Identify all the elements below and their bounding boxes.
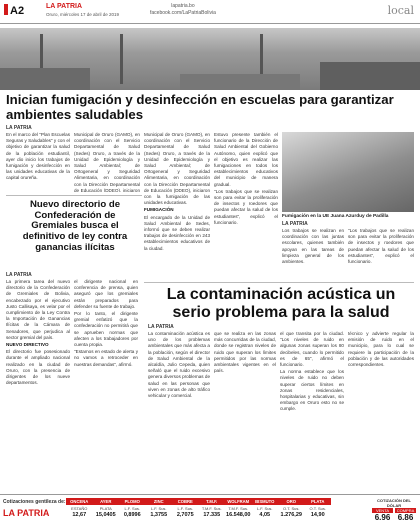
story1-col3 — [144, 132, 210, 277]
ticker-cell — [199, 498, 226, 518]
ticker-name: COBRE — [172, 498, 199, 505]
quotes-ticker — [0, 494, 420, 527]
story1-col5-text: Los trabajos se realizan en coordinación con las juntas escolares, quienes también apoyan en las tareas de limpieza general de los ambientes. — [282, 228, 344, 265]
ticker-cell — [66, 498, 93, 518]
ticker-unit: O.T. Sus. — [309, 506, 326, 511]
photo-building — [0, 68, 90, 90]
story2-col2 — [74, 279, 138, 491]
story1-col4-text: Estuvo presente también el funcionario de la Dirección de Salud Ambiental del Gobierno Autónomo, quien explicó que el objetivo es realizar las fumigaciones en todos los establecimientos educativos del municipio de manera gradual. — [214, 132, 278, 187]
story3-byline: LA PATRIA — [148, 324, 174, 330]
header-web: lapatria.bo — [171, 3, 195, 9]
top-photo — [0, 28, 420, 90]
ticker-name: PLOMO — [119, 498, 146, 505]
ticker-label: Cotizaciones gentileza de: — [3, 499, 66, 505]
story3-col1-text: La contaminación acústica es uno de los problemas ambientales que más afecta a la población, según el director de Salud Ambiental de la alcaldía, Julio Cepeda, quien señaló que el ruido excesivo genera diversos problemas de salud en las personas que viven en zonas de alto tráfico vehicular y comercial. — [148, 331, 210, 399]
header-social: facebook.com/LaPatriaBolivia — [150, 10, 216, 16]
story1-col4b-text: "Los trabajos que se realizan son para evitar la proliferación de insectos y roedores que puedan afectar la salud de los estudiantes", explicó el funcionario. — [214, 188, 278, 225]
story3-col2 — [214, 331, 276, 491]
story1-col6-text: "Los trabajos que se realizan son para evitar la proliferación de insectos y roedores que puedan afectar la salud de los estudiantes", explicó el funcionario. — [348, 228, 414, 265]
usd-value: 6.86 — [397, 513, 414, 522]
ticker-unit: L.F. Sus. — [256, 506, 273, 511]
ticker-unit: L.F. Sus. — [124, 506, 141, 511]
story3-col4-text: técnico y advierte regular la emisión de ruido en el municipio, para lo cual se requiere la participación de la población y de las autoridades correspondientes. — [348, 331, 414, 368]
ticker-val: 2,7075 — [176, 512, 194, 518]
ticker-cell — [93, 498, 120, 518]
ticker-name: T.M.F. — [199, 498, 226, 505]
ticker-cell — [225, 498, 252, 518]
story3-col2-text: que se realiza en las zonas más concurridas de la ciudad, donde se registran niveles de ruido que superan los límites permitidos por las normas ambientales vigentes en el país. — [214, 331, 276, 374]
ticker-name: PLATA — [305, 498, 332, 505]
story1-col2-text: Municipal de Oruro (GAMO), en coordinación con el Servicio Departamental de Salud (Sedes) Oruro, a través de la Unidad de Epidemiología y Salud Ambiental; de Ortogeneral y Seguridad Alimentaria, en coordinación con la Dirección Departamental de Educación (DDEO), iniciaron — [74, 132, 140, 192]
usd-label: VENTA — [372, 508, 393, 513]
usd-rate — [371, 498, 417, 522]
story2-headline: Nuevo directorio de Confederación de Gremiales busca el definitivo de ley contra ganancias ilícitas — [22, 199, 128, 253]
ticker-unit: T.M.F. Sus. — [228, 506, 249, 511]
story1-photo — [282, 132, 414, 212]
story3-col3-text: el que transita por la ciudad. "Los niveles de ruido en algunas zonas superan los 80 decibeles, cuando lo permitido es de 65", afirmó el funcionario. — [280, 331, 344, 368]
ticker-val: 16.548,00 — [226, 512, 251, 518]
dateline: Oruro, miércoles 17 de abril de 2019 — [46, 12, 120, 17]
usd-cell — [395, 508, 416, 522]
ticker-val: 1.276,29 — [280, 512, 302, 518]
ticker-val: 14,90 — [310, 512, 325, 518]
ticker-unit: L.F. Sus. — [177, 506, 194, 511]
story1-col6 — [348, 228, 414, 278]
page-number-text: A2 — [10, 5, 25, 17]
ticker-val: 15,0405 — [95, 512, 116, 518]
ticker-unit: PLATA — [99, 506, 112, 511]
page-header — [0, 0, 420, 24]
usd-cell — [372, 508, 393, 522]
divider — [144, 282, 414, 283]
story2-col1-text: La primera tarea del nuevo directorio de la Confederación de Gremiales de Bolivia, encabezado por el ejecutivo Justo Callisaya, es velar por el cumplimiento de la Ley Contra la Importación de Ganancias Ilícitas de la Cámara de Senadores, que perjudica al sector gremial del país. — [6, 279, 70, 340]
story1-caption: Fumigación en la UE Juana Azurduy de Padilla — [282, 214, 389, 219]
ticker-val: 12,67 — [72, 512, 87, 518]
page-marker — [4, 4, 8, 15]
ticker-val: 1,3755 — [150, 512, 168, 518]
story2-byline: LA PATRIA — [6, 272, 32, 278]
ticker-unit: T.M.F. Sus. — [201, 506, 222, 511]
usd-row — [371, 508, 417, 522]
ticker-val: 0,8996 — [123, 512, 141, 518]
ticker-cell — [119, 498, 146, 518]
story1-col3-text: Municipal de Oruro (GAMO), en coordinación con el Servicio Departamental de Salud (Sedes) Oruro, a través de la Unidad de Epidemiología y Salud Ambiental; de Ortogeneral y Seguridad Alimentaria, en coordinación con la Dirección Departamental de Educación (DDEO), iniciaron con la fumigación de las unidades educativas. — [144, 132, 210, 206]
story1-col1-text: En el marco del "Plan Escuelas Seguras y Saludables" y con el objetivo de garantizar la salud de la población estudiantil, ayer dio inicio los trabajos de fumigación y desinfección en las unidades educativas de la capital orureña. — [6, 132, 70, 181]
story1-headline: Inician fumigación y desinfección en escuelas para garantizar ambientes saludables — [6, 92, 394, 122]
story2-col1b-text: El directorio fue posesionado durante el ampliado nacional realizado en la ciudad de Oruro, con la presencia de dirigentes de los nueve departamentos. — [6, 349, 70, 386]
ticker-cell — [146, 498, 173, 518]
story1-caption-byline: LA PATRIA — [282, 221, 308, 227]
story1-col3b-text: El encargado de la Unidad de Salud Ambiental de Sedes, informó que se deben realizar trabajos de desinfección en 243 establecimientos educativos de la ciudad. — [144, 214, 210, 251]
section-title: local — [387, 4, 414, 17]
story2-col2c-text: "Estamos en estado de alerta y no vamos a retroceder en nuestras demandas", afirmó. — [74, 349, 138, 367]
ticker-val: 17.335 — [203, 512, 221, 518]
ticker-val: 4,05 — [259, 512, 271, 518]
story1-col1 — [6, 132, 70, 192]
header-contact — [150, 3, 216, 17]
ticker-cell — [252, 498, 279, 518]
usd-value: 6.96 — [374, 513, 391, 522]
usd-label: COMPRA — [396, 508, 415, 513]
ticker-unit: L.F. Sus. — [150, 506, 167, 511]
story3-col1 — [148, 331, 210, 491]
story3-col4 — [348, 331, 414, 491]
ticker-name: ZINC — [146, 498, 173, 505]
ticker-cell — [172, 498, 199, 518]
story1-col5 — [282, 228, 344, 278]
ticker-cell — [305, 498, 332, 518]
ticker-unit: ESTAÑO — [71, 506, 88, 511]
ticker-unit: O.T. Sus. — [283, 506, 300, 511]
divider — [6, 195, 142, 196]
photo-building — [320, 62, 420, 90]
ticker-cells — [66, 498, 331, 518]
story3-col3 — [280, 331, 344, 491]
ticker-name: BISMUTO — [252, 498, 279, 505]
story2-col1 — [6, 279, 70, 491]
ticker-logo: LA PATRIA — [3, 508, 50, 518]
ticker-name: AYER — [93, 498, 120, 505]
story2-col2b-text: Por lo tanto, el dirigente gremial enfatizó que la confederación no permitirá que se aprueben normas que afecten a los trabajadores por cuenta propia. — [74, 311, 138, 348]
ticker-name: ORO — [278, 498, 305, 505]
story2-subhead: NUEVO DIRECTIVO — [6, 342, 49, 348]
story1-col4 — [214, 132, 278, 277]
photo-pole — [120, 34, 123, 84]
story1-subhead: FUMIGACIÓN — [144, 207, 174, 213]
masthead-logo: LA PATRIA — [46, 3, 83, 10]
ticker-name: ONCENA — [66, 498, 93, 505]
usd-title: COTIZACIÓN DEL DÓLAR — [377, 498, 411, 508]
page-number — [4, 4, 24, 17]
ticker-name: WOLFRAM — [225, 498, 252, 505]
photo-building — [180, 74, 300, 90]
story2-col2-text: el dirigente nacional en conferencia de prensa, quien aseguró que los gremiales están preparados para defender su fuente de trabajo. — [74, 279, 138, 309]
story3-col3b-text: La norma establece que los niveles de ruido no deben superar ciertos límites en zonas residenciales, hospitalarias y educativas, sin embargo en Oruro esto no se cumple. — [280, 369, 344, 412]
story1-byline: LA PATRIA — [6, 125, 32, 131]
story1-col2 — [74, 132, 140, 192]
story3-headline: La contaminación acústica un serio problema para la salud — [166, 286, 396, 321]
ticker-cell — [278, 498, 305, 518]
